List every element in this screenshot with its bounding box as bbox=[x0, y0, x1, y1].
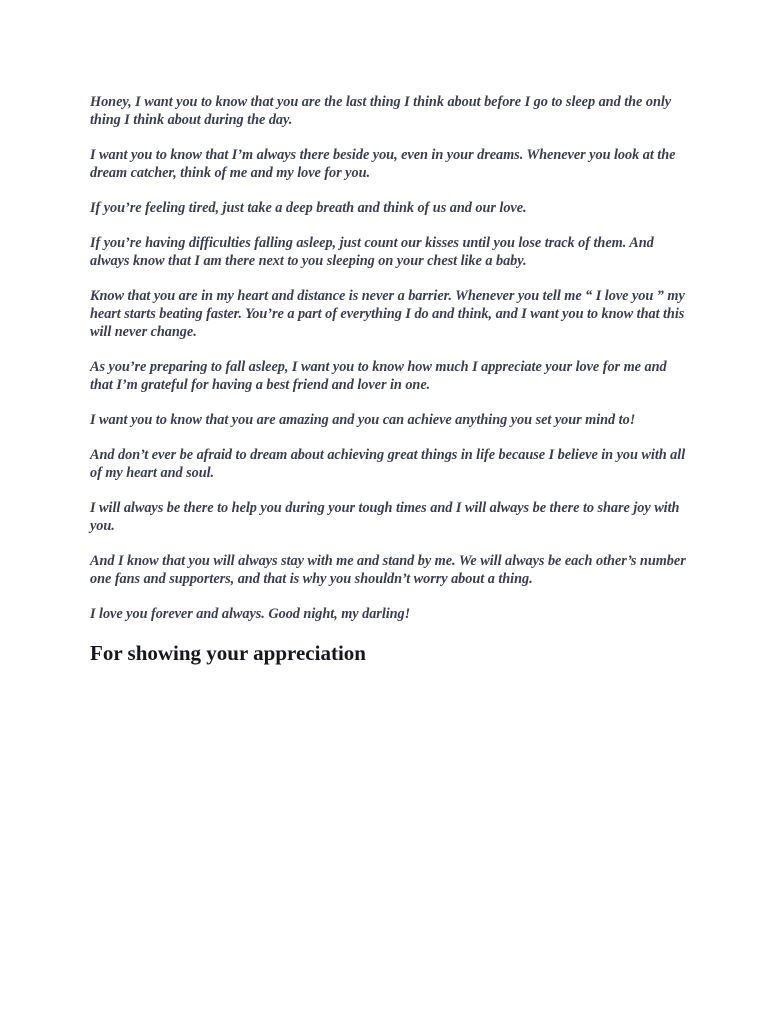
paragraph-7: I want you to know that you are amazing and you can achieve anything you set your mind to! bbox=[90, 412, 636, 428]
paragraph-2: I want you to know that I’m always there beside you, even in your dreams. Whenever you look at the dream catcher, think of me and my love for you. bbox=[90, 147, 676, 181]
paragraph-11: I love you forever and always. Good night, my darling! bbox=[90, 606, 411, 622]
paragraph-6: As you’re preparing to fall asleep, I want you to know how much I appreciate your love for me and that I’m grateful for having a best friend and lover in one. bbox=[90, 359, 667, 393]
paragraph-1: Honey, I want you to know that you are the last thing I think about before I go to sleep and the only thing I think about during the day. bbox=[90, 94, 672, 128]
document-body bbox=[90, 93, 686, 666]
paragraph-4: If you’re having difficulties falling asleep, just count our kisses until you lose track of them. And always know that I am there next to you sleeping on your chest like a baby. bbox=[90, 235, 654, 269]
paragraph-8: And don’t ever be afraid to dream about achieving great things in life because I believe in you with all of my heart and soul. bbox=[90, 447, 686, 481]
paragraph-10: And I know that you will always stay with me and stand by me. We will always be each other’s number one fans and supporters, and that is why you shouldn’t worry about a thing. bbox=[90, 553, 686, 587]
paragraph-9: I will always be there to help you during your tough times and I will always be there to share joy with you. bbox=[90, 500, 680, 534]
paragraph-3: If you’re feeling tired, just take a deep breath and think of us and our love. bbox=[90, 200, 527, 216]
section-heading: For showing your appreciation bbox=[90, 641, 366, 665]
paragraph-5: Know that you are in my heart and distance is never a barrier. Whenever you tell me “ I love you ” my heart starts beating faster. You’re a part of everything I do and think, and I want you to know that this will never change. bbox=[90, 288, 685, 340]
